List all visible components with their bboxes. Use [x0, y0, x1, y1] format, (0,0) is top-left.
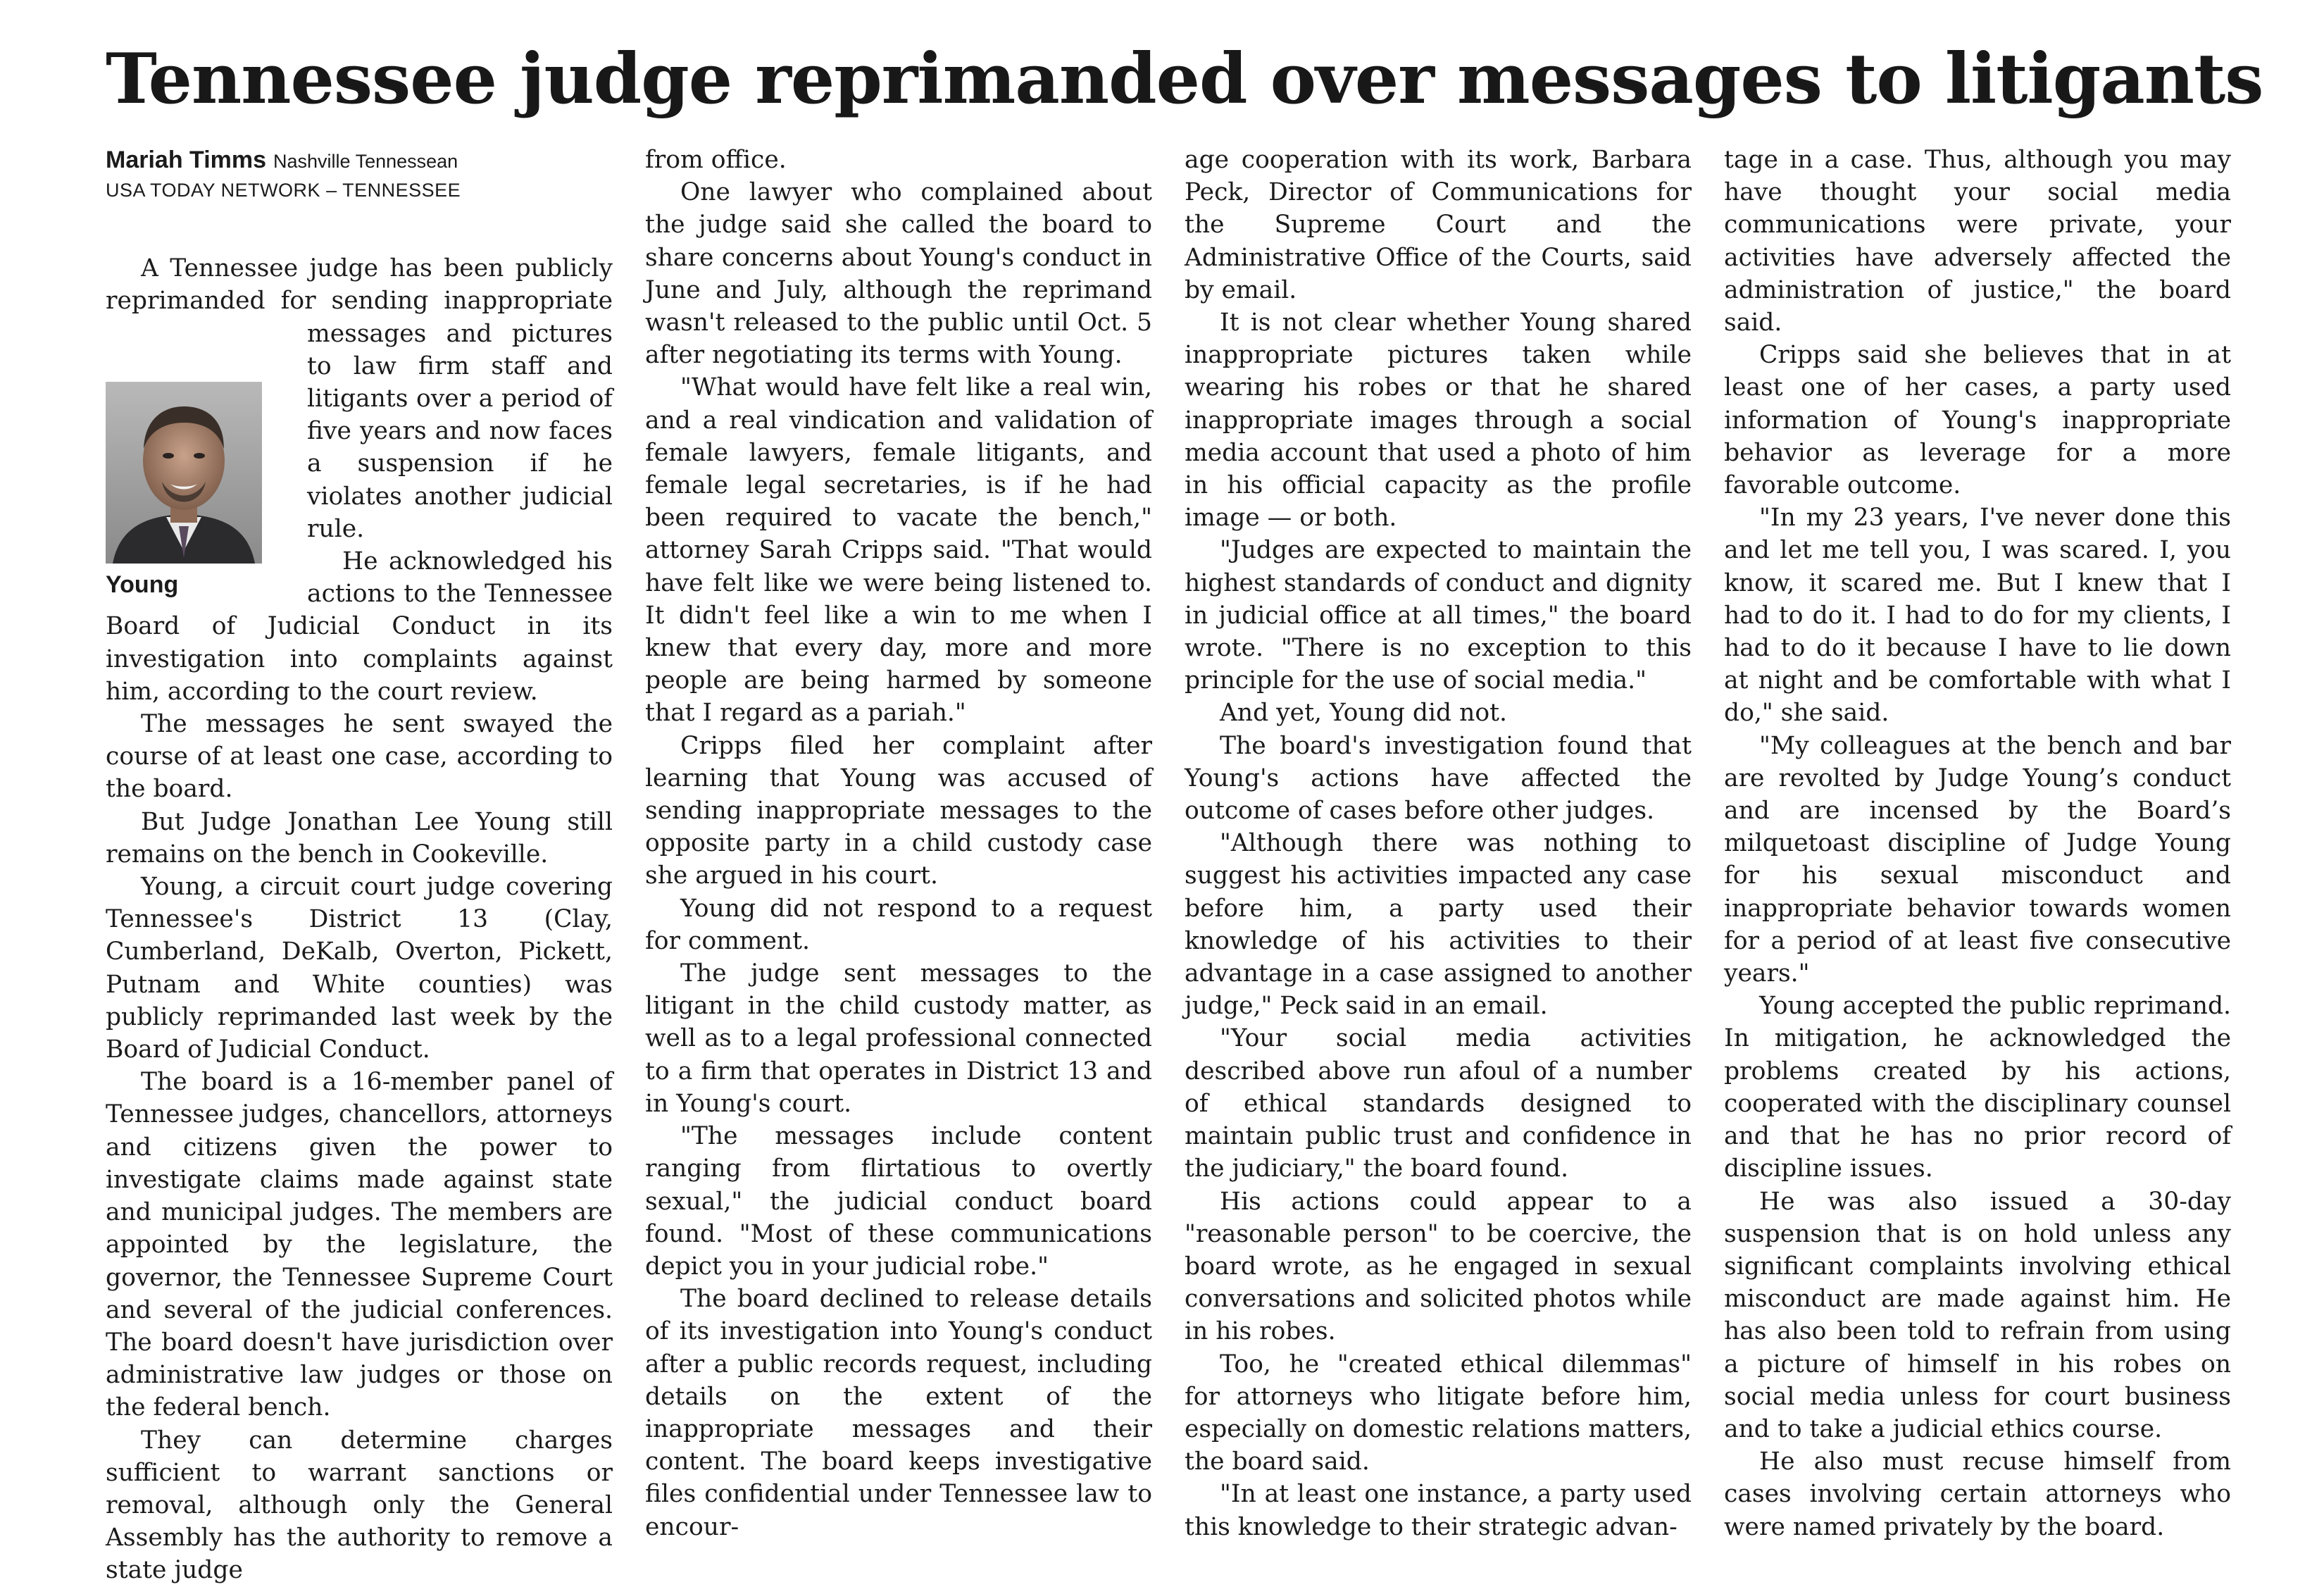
paragraph-text: A Tennessee judge has been publicly reprimanded for sending inappropriate messages and pictures to law firm staff and litigants over a period of five years and now faces a suspension if he violates another judicial rule.	[106, 254, 613, 543]
author-outlet: Nashville Tennessean	[273, 151, 458, 172]
paragraph: The judge sent messages to the litigant in the child custody matter, as well as to a legal professional connected to a firm that operates in District 13 and in Young's court.	[645, 959, 1152, 1118]
paragraph: Cripps said she believes that in at least one of her cases, a party used information of Young's inappropriate behavior as leverage for a more favorable outcome.	[1724, 341, 2231, 500]
paragraph: Cripps filed her complaint after learning that Young was accused of sending inappropriate messages to the opposite party in a child custody case she argued in his court.	[645, 731, 1152, 890]
judge-photo-block	[106, 349, 287, 606]
paragraph: He was also issued a 30-day suspension that is on hold unless any significant complaints involving ethical misconduct are made against him. He has also been told to refrain from using a picture of himself in his robes on social media unless for court business and to take a judicial ethics course.	[1724, 1187, 2231, 1443]
paragraph: It is not clear whether Young shared inappropriate pictures taken while wearing his robes or that he shared inappropriate images through a social media account that used a photo of him in his official capacity as the profile image — or both.	[1185, 309, 1692, 533]
paragraph: One lawyer who complained about the judge said she called the board to share concerns about Young's conduct in June and July, although the reprimand wasn't released to the public until Oct. 5 after negotiating its terms with Young.	[645, 178, 1152, 370]
paragraph: Young, a circuit court judge covering Tennessee's District 13 (Clay, Cumberland, DeKalb, Overton, Pickett, Putnam and White counties) was publicly reprimanded last week by the Board of Judicial Conduct.	[106, 873, 613, 1064]
article-column-1	[106, 144, 613, 1585]
paragraph: But Judge Jonathan Lee Young still remains on the bench in Cookeville.	[106, 807, 613, 869]
paragraph: tage in a case. Thus, although you may have thought your social media communications were private, your activities have adversely affected the administration of justice," the board said.	[1724, 146, 2231, 337]
article-column-2	[645, 144, 1152, 1552]
photo-caption: Young	[106, 571, 179, 599]
paragraph: The board declined to release details of its investigation into Young's conduct after a public records request, including details on the extent of the inappropriate messages and their content. The board keeps investigative files confidential under Tennessee law to encour-	[645, 1285, 1152, 1541]
paragraph: He also must recuse himself from cases involving certain attorneys who were named privately by the board.	[1724, 1448, 2231, 1541]
paragraph: And yet, Young did not.	[1220, 699, 1507, 728]
paragraph: The board's investigation found that Young's actions have affected the outcome of cases before other judges.	[1185, 731, 1692, 826]
paragraph: "The messages include content ranging from flirtatious to overtly sexual," the judicial conduct board found. "Most of these communications depict you in your judicial robe."	[645, 1122, 1152, 1281]
paragraph: Young did not respond to a request for comment.	[645, 894, 1152, 955]
paragraph: "Judges are expected to maintain the highest standards of conduct and dignity in judicial office at all times," the board wrote. "There is no exception to this principle for the use of social media."	[1185, 536, 1692, 695]
paragraph: "Your social media activities described above run afoul of a number of ethical standards designed to maintain public trust and confidence in the judiciary," the board found.	[1185, 1024, 1692, 1183]
paragraph: They can determine charges sufficient to warrant sanctions or removal, although only the General Assembly has the authority to remove a state judge	[106, 1426, 613, 1585]
byline	[106, 144, 613, 203]
paragraph: His actions could appear to a "reasonable person" to be coercive, the board wrote, as he engaged in sexual conversations and solicited photos while in his robes.	[1185, 1187, 1692, 1346]
paragraph: Young accepted the public reprimand. In mitigation, he acknowledged the problems created by his actions, cooperated with the disciplinary counsel and that he has no prior record of discipline issues.	[1724, 992, 2231, 1183]
paragraph: "In at least one instance, a party used this knowledge to their strategic advan-	[1185, 1480, 1692, 1541]
article-column-4	[1724, 144, 2231, 1552]
paragraph: Too, he "created ethical dilemmas" for attorneys who litigate before him, especially on domestic relations matters, the board said.	[1185, 1350, 1692, 1476]
paragraph: "Although there was nothing to suggest his activities impacted any case before him, a party used their knowledge of his activities to their advantage in a case assigned to another judge," Peck said in an email.	[1185, 829, 1692, 1021]
article-column-3	[1185, 144, 1692, 1552]
network-credit: USA TODAY NETWORK – TENNESSEE	[106, 180, 461, 201]
headline: Tennessee judge reprimanded over messages to litigants	[106, 39, 2263, 120]
paragraph: "What would have felt like a real win, and a real vindication and validation of female lawyers, female litigants, and female legal secretaries, is if he had been required to vacate the bench," attorney Sarah Cripps said. "That would have felt like we were being listened to. It didn't feel like a win to me when I knew that every day, more and more people are being harmed by someone that I regard as a pariah."	[645, 373, 1152, 728]
paragraph: from office.	[645, 146, 787, 174]
paragraph: "In my 23 years, I've never done this and let me tell you, I was scared. I, you know, it scared me. But I knew that I had to do it. I had to do for my clients, I had to do it because I have to lie down at night and be comfortable with what I do," she said.	[1724, 504, 2231, 728]
paragraph-text: He acknowledged his actions to the Tennessee Board of Judicial Conduct in its investigation into complaints against him, according to the court review.	[106, 547, 613, 706]
author-name: Mariah Timms	[106, 147, 267, 173]
paragraph: The messages he sent swayed the course of at least one case, according to the board.	[106, 710, 613, 804]
judge-photo	[106, 382, 262, 564]
paragraph: The board is a 16-member panel of Tennessee judges, chancellors, attorneys and citizens given the power to investigate claims made against state and municipal judges. The members are appointed by the legislature, the governor, the Tennessee Supreme Court and several of the judicial conferences. The board doesn't have jurisdiction over administrative law judges or those on the federal bench.	[106, 1068, 613, 1422]
paragraph: age cooperation with its work, Barbara Peck, Director of Communications for the Supreme Court and the Administrative Office of the Courts, said by email.	[1185, 146, 1692, 304]
paragraph: "My colleagues at the bench and bar are revolted by Judge Young’s conduct and are incensed by the Board’s milquetoast discipline of Judge Young for his sexual misconduct and inappropriate behavior towards women for a period of at least five consecutive years."	[1724, 731, 2231, 988]
